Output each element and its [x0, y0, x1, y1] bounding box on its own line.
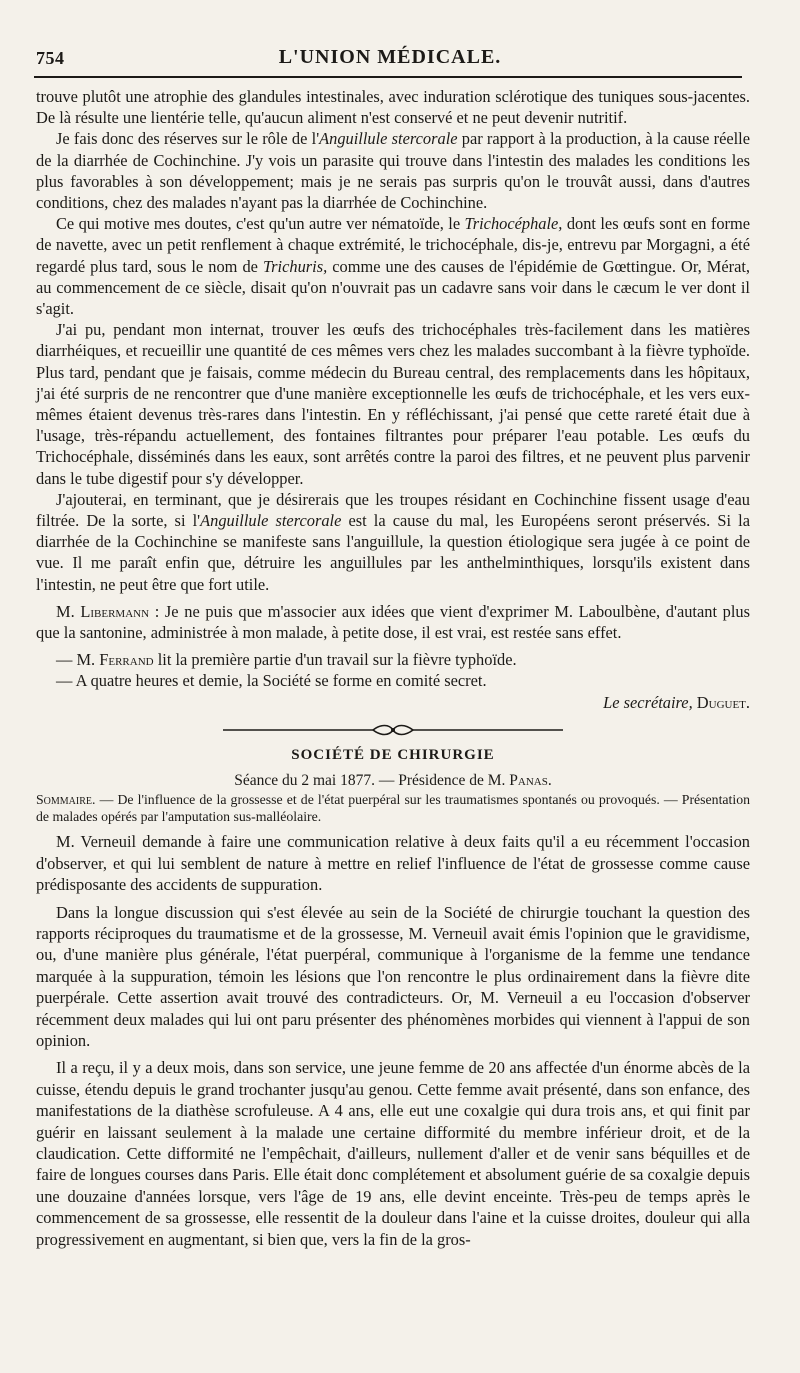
italic-term: Trichuris, — [262, 256, 328, 276]
section-title: SOCIÉTÉ DE CHIRURGIE — [291, 746, 495, 763]
text-run: J'ajouterai, en terminant, que je désirerais que les troupes résidant en Cochinchine fissent usage d'eau filtrée. De la sorte, si l' — [36, 489, 750, 531]
signature-name: Duguet. — [692, 692, 750, 712]
paragraph-case: Il a reçu, il y a deux mois, dans son service, une jeune femme de 20 ans affectée d'un énorme abcès de la cuisse, étendu depuis le grand trochanter jusqu'au genou. Cette femme avait présenté, dans son enfance, des manifestations de la diathèse scrofuleuse. A 4 ans, elle eut une coxalgie qui dura trois ans, et qui finit par guérir en laissant seulement à la malade une certaine difformité du membre inférieur droit, et de la claudication. Cette difformité ne l'empêchait, d'ailleurs, nullement d'aller et de venir sans béquilles et de faire de longues courses dans Paris. Elle était donc complétement et absolument guérie de sa coxalgie depuis une douzaine d'années lorsque, vers l'âge de 19 ans, elle devint enceinte. Très-peu de temps après le commencement de sa grossesse, elle ressentit de la douleur dans l'aine et la cuisse droites, douleur qui alla progressivement en augmentant, si bien que, vers la fin de la gros- — [36, 1058, 750, 1249]
paragraph-continued: trouve plutôt une atrophie des glandules intestinales, avec induration sclérotique des tuniques sous-jacentes. De là résulte une lientérie telle, qu'aucun aliment n'est conservé et ne peut devenir nutritif. — [36, 87, 750, 128]
text-run: : Je ne puis que m'associer aux idées que vient d'exprimer M. Laboulbène, d'autant plus que la santonine, administrée à mon malade, à petite dose, il est vrai, est restée sans effet. — [36, 601, 750, 643]
article-body — [36, 86, 750, 1250]
paragraph-verneuil: M. Verneuil demande à faire une communication relative à deux faits qu'il a eu récemment l'occasion d'observer, et qui lui semblent de nature à mettre en relief l'influence de l'état de grossesse comme cause prédisposante des accidents de suppuration. — [36, 832, 750, 895]
italic-term: Anguillule stercorale — [319, 129, 458, 149]
chirurgie-body — [36, 831, 750, 1250]
speaker-name: M. Libermann — [56, 601, 150, 621]
section-divider-ornament — [223, 723, 563, 737]
italic-term: Trichocéphale, — [464, 214, 563, 234]
paragraph-conclusion — [36, 489, 750, 595]
paragraph-trichocephale — [36, 213, 750, 319]
text-run: comme une des causes de l'épidémie de Gœttingue. Or, Mérat, au commencement de ce siècle, disait qu'on n'ouvrait pas un cadavre sans voir dans le cæcum le ver dont il s'agit. — [36, 256, 750, 319]
seance-line — [36, 770, 750, 791]
journal-title: L'UNION MÉDICALE. — [278, 46, 502, 68]
signature-role: Le secrétaire, — [603, 692, 693, 712]
paragraph-internat: J'ai pu, pendant mon internat, trouver les œufs des trichocéphales très-facilement dans les matières diarrhéiques, et recueillir une quantité de ces mêmes vers chez les malades succombant à la fièvre typhoïde. Plus tard, pendant que je faisais, comme médecin du Bureau central, des remplacements dans les hôpitaux, j'ai été surpris de ne rencontrer que d'une manière exceptionnelle les œufs de trichocéphale, et les vers eux-mêmes étaient devenus très-rares dans l'intestin. En y réfléchissant, j'ai pensé que cette rareté était due à l'usage, très-répandu actuellement, des fontaines filtrantes pour préparer l'eau potable. Les œufs du Trichocéphale, disséminés dans les eaux, sont arrêtés contre la paroi des filtres, et ne peuvent plus parvenir dans le tube digestif pour s'y développer. — [36, 320, 750, 488]
speaker-name: Ferrand — [99, 650, 154, 670]
page-number: 754 — [36, 48, 65, 68]
paragraph-ferrand — [36, 649, 750, 670]
text-run: Je fais donc des réserves sur le rôle de l' — [56, 129, 320, 149]
text-run: — M. — [56, 650, 100, 670]
text-run: Ce qui motive mes doutes, c'est qu'un autre ver nématoïde, le — [56, 214, 465, 234]
italic-term: Anguillule stercorale — [200, 511, 342, 531]
header-rule — [34, 76, 742, 78]
text-run: lit la première partie d'un travail sur la fièvre typhoïde. — [153, 650, 517, 670]
sommaire-label: Sommaire. — [36, 792, 96, 808]
text-run: dont les œufs sont en forme de navette, avec un petit renflement à chaque extrémité, le trichocéphale, dis-je, entrevu par Morgagni, a été regardé plus tard, sous le nom de — [36, 214, 751, 276]
text-run: Séance du 2 mai 1877. — Présidence de M. — [234, 772, 510, 790]
paragraph-anguillule — [36, 128, 750, 213]
sommaire-text: — De l'influence de la grossesse et de l'état puerpéral sur les traumatismes spontanés ou provoqués. — Présentation de malades opérés par l'amputation sus-malléolaire. — [36, 792, 750, 825]
text-run: par rapport à la production, à la cause réelle de la diarrhée de Cochinchine. J'y vois un parasite qui trouve dans l'intestin des malades les conditions les plus favorables à son développement; mais je ne serais pas surpris qu'on le trouvât aussi, dans d'autres conditions, chez des malades n'ayant pas la diarrhée de Cochinchine. — [36, 129, 750, 213]
paragraph-comite: — A quatre heures et demie, la Société se forme en comité secret. — [56, 671, 487, 691]
text-run: est la cause du mal, les Européens seront préservés. Si la diarrhée de la Cochinchine se manifeste sans l'anguillule, la question étiologique sera jugée à ce point de vue. Il me paraît enfin que, détruire les anguillules par les anthelminthiques, lorsqu'ils existent dans l'intestin, ne peut être que fort utile. — [36, 511, 750, 594]
president-name: Panas. — [509, 772, 552, 790]
signature — [36, 692, 750, 713]
paragraph-discussion: Dans la longue discussion qui s'est élevée au sein de la Société de chirurgie touchant la question des rapports réciproques du traumatisme et de la grossesse, M. Verneuil avait émis l'opinion que le gravidisme, ou, d'une manière plus générale, l'état puerpéral, communique à l'organisme de la femme une tendance marquée à la suppuration, témoin les lésions que l'on rencontre le plus ordinairement dans la fièvre dite puerpérale. Cette assertion avait trouvé des contradicteurs. Or, M. Verneuil a eu l'occasion d'observer récemment deux malades qui lui ont paru présenter des phénomènes morbides qui viennent à l'appui de son opinion. — [36, 902, 750, 1050]
sommaire — [36, 791, 750, 825]
page-header — [30, 44, 750, 72]
paragraph-libermann — [36, 601, 750, 643]
